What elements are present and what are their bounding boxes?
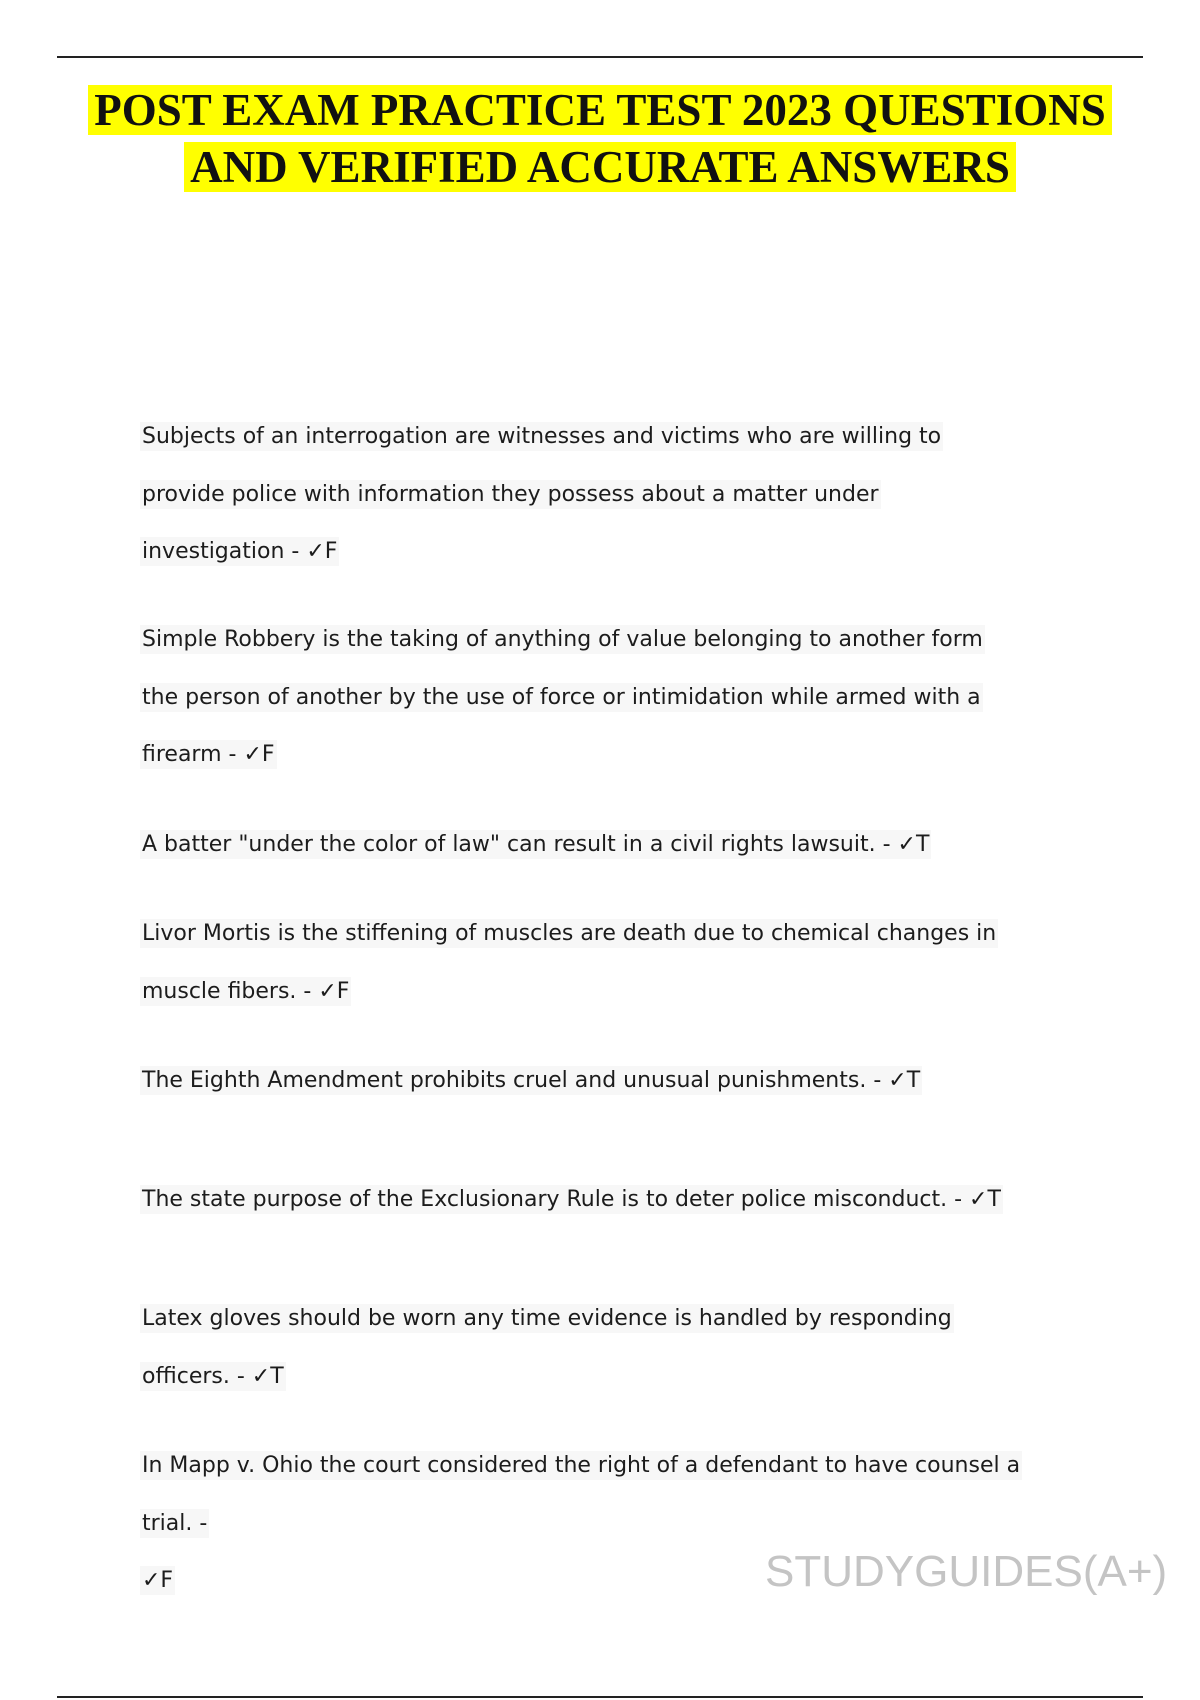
title-line-2: AND VERIFIED ACCURATE ANSWERS bbox=[184, 142, 1016, 192]
question-1-line-3: investigation - ✓F bbox=[142, 539, 338, 565]
bottom-rule bbox=[57, 1696, 1143, 1698]
question-8-line-3: ✓F bbox=[142, 1568, 174, 1594]
question-4-line-2: muscle fibers. - ✓F bbox=[142, 978, 350, 1004]
question-6 bbox=[140, 1171, 1100, 1229]
question-1-line-2: provide police with information they possess about a matter under bbox=[142, 481, 879, 507]
question-2-line-3: firearm - ✓F bbox=[142, 742, 275, 768]
question-1 bbox=[140, 408, 1100, 581]
question-5-line-1: The Eighth Amendment prohibits cruel and unusual punishments. - ✓T bbox=[142, 1068, 921, 1093]
question-7-line-2: officers. - ✓T bbox=[142, 1363, 284, 1389]
question-4 bbox=[140, 905, 1100, 1020]
watermark: STUDYGUIDES(A+) bbox=[765, 1547, 1168, 1596]
question-7 bbox=[140, 1290, 1100, 1405]
top-rule bbox=[57, 56, 1143, 58]
title-line-1: POST EXAM PRACTICE TEST 2023 QUESTIONS bbox=[88, 85, 1112, 135]
page-title bbox=[60, 82, 1140, 196]
question-1-line-1: Subjects of an interrogation are witnesses and victims who are willing to bbox=[142, 424, 942, 449]
question-3-line-1: A batter "under the color of law" can result in a civil rights lawsuit. - ✓T bbox=[142, 832, 930, 857]
question-3 bbox=[140, 816, 1100, 874]
question-7-line-1: Latex gloves should be worn any time evidence is handled by responding bbox=[142, 1306, 952, 1331]
question-2 bbox=[140, 611, 1100, 784]
question-6-line-1: The state purpose of the Exclusionary Rule is to deter police misconduct. - ✓T bbox=[142, 1187, 1001, 1212]
question-2-line-1: Simple Robbery is the taking of anything of value belonging to another form bbox=[142, 627, 983, 652]
question-4-line-1: Livor Mortis is the stiffening of muscles are death due to chemical changes in bbox=[142, 921, 997, 946]
question-5 bbox=[140, 1052, 1100, 1110]
question-8-line-2: trial. - bbox=[142, 1510, 208, 1536]
question-8-line-1: In Mapp v. Ohio the court considered the right of a defendant to have counsel a bbox=[142, 1453, 1021, 1478]
question-2-line-2: the person of another by the use of force or intimidation while armed with a bbox=[142, 684, 981, 710]
